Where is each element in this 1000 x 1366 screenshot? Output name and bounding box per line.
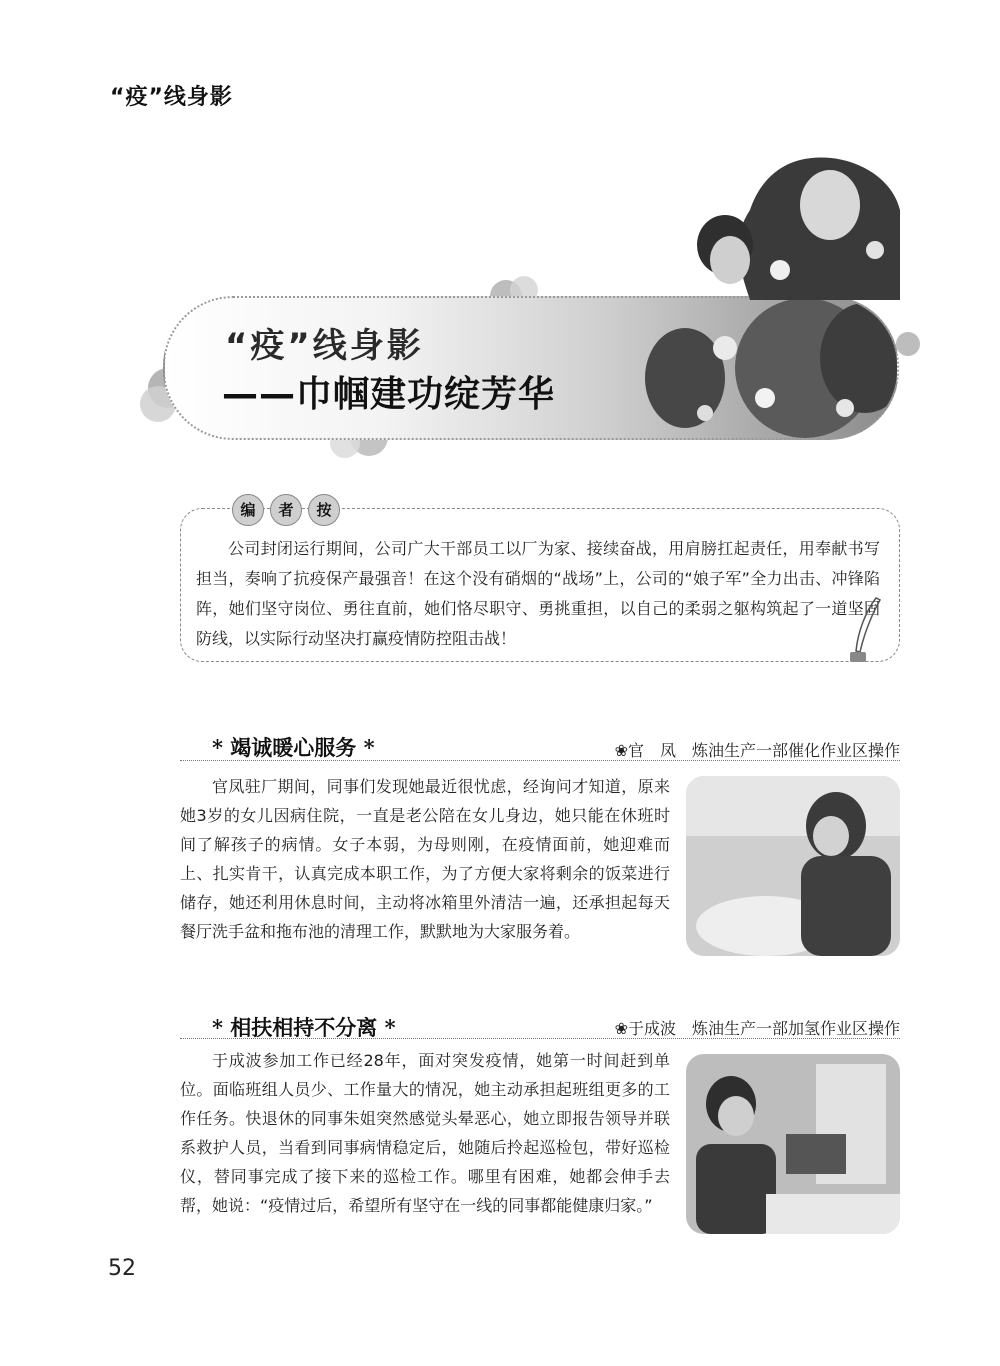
editor-note-tag: 编 — [232, 494, 264, 526]
editor-note-tag: 按 — [308, 494, 340, 526]
editor-note-tag: 者 — [270, 494, 302, 526]
women-heads-illustration — [690, 150, 900, 300]
section-body-text: 官凤驻厂期间，同事们发现她最近很忧虑，经询问才知道，原来她3岁的女儿因病住院，一直是老公陪在女儿身边，她只能在休班时间了解孩子的病情。女子本弱，为母则刚，在疫情面前，她迎难而上、扎实肯干，认真完成本职工作，为了方便大家将剩余的饭菜进行储存，她还利用休息时间，主动将冰箱里外清洁一遍，还承担起每天餐厅洗手盆和拖布池的清理工作，默默地为大家服务着。 — [180, 777, 670, 941]
editor-note-text: 公司封闭运行期间，公司广大干部员工以厂为家、接续奋战，用肩膀扛起责任，用奉献书写担当，奏响了抗疫保产最强音！在这个没有硝烟的“战场”上，公司的“娘子军”全力出击、冲锋陷阵，她们坚守岗位、勇往直前，她们恪尽职守、勇挑重担，以自己的柔弱之躯构筑起了一道坚固防线，以实际行动坚决打赢疫情防控阻击战！ — [196, 539, 880, 648]
photo-worker-cleaning-sink — [686, 776, 900, 956]
section-header-title: “疫”线身影 — [110, 85, 233, 110]
section-title: * 竭诚暖心服务 * — [212, 735, 375, 760]
photo-worker-control-room — [686, 1054, 900, 1234]
section-author-line: ❀于成波 炼油生产一部加氢作业区操作 — [614, 1019, 900, 1038]
section-title: * 相扶相持不分离 * — [212, 1015, 396, 1040]
decor-circle — [896, 332, 920, 356]
banner-title: “疫”线身影 — [225, 326, 424, 366]
photo-placeholder-icon — [686, 776, 900, 956]
banner-subtitle: ——巾帼建功绽芳华 — [222, 374, 556, 415]
section-divider — [180, 1038, 900, 1039]
photo-placeholder-icon — [686, 1054, 900, 1234]
page-number: 52 — [108, 1256, 136, 1281]
section-author-line: ❀官 凤 炼油生产一部催化作业区操作 — [614, 741, 900, 760]
section-divider — [180, 760, 900, 761]
section-body-text: 于成波参加工作已经28年，面对突发疫情，她第一时间赶到单位。面临班组人员少、工作量大的情况，她主动承担起班组更多的工作任务。快退休的同事朱姐突然感觉头晕恶心，她立即报告领导并联系救护人员，当看到同事病情稳定后，她随后拎起巡检包，带好巡检仪，替同事完成了接下来的巡检工作。哪里有困难，她都会伸手去帮，她说：“疫情过后，希望所有坚守在一线的同事都能健康归家。” — [180, 1051, 670, 1215]
quill-pen-icon — [846, 596, 886, 666]
